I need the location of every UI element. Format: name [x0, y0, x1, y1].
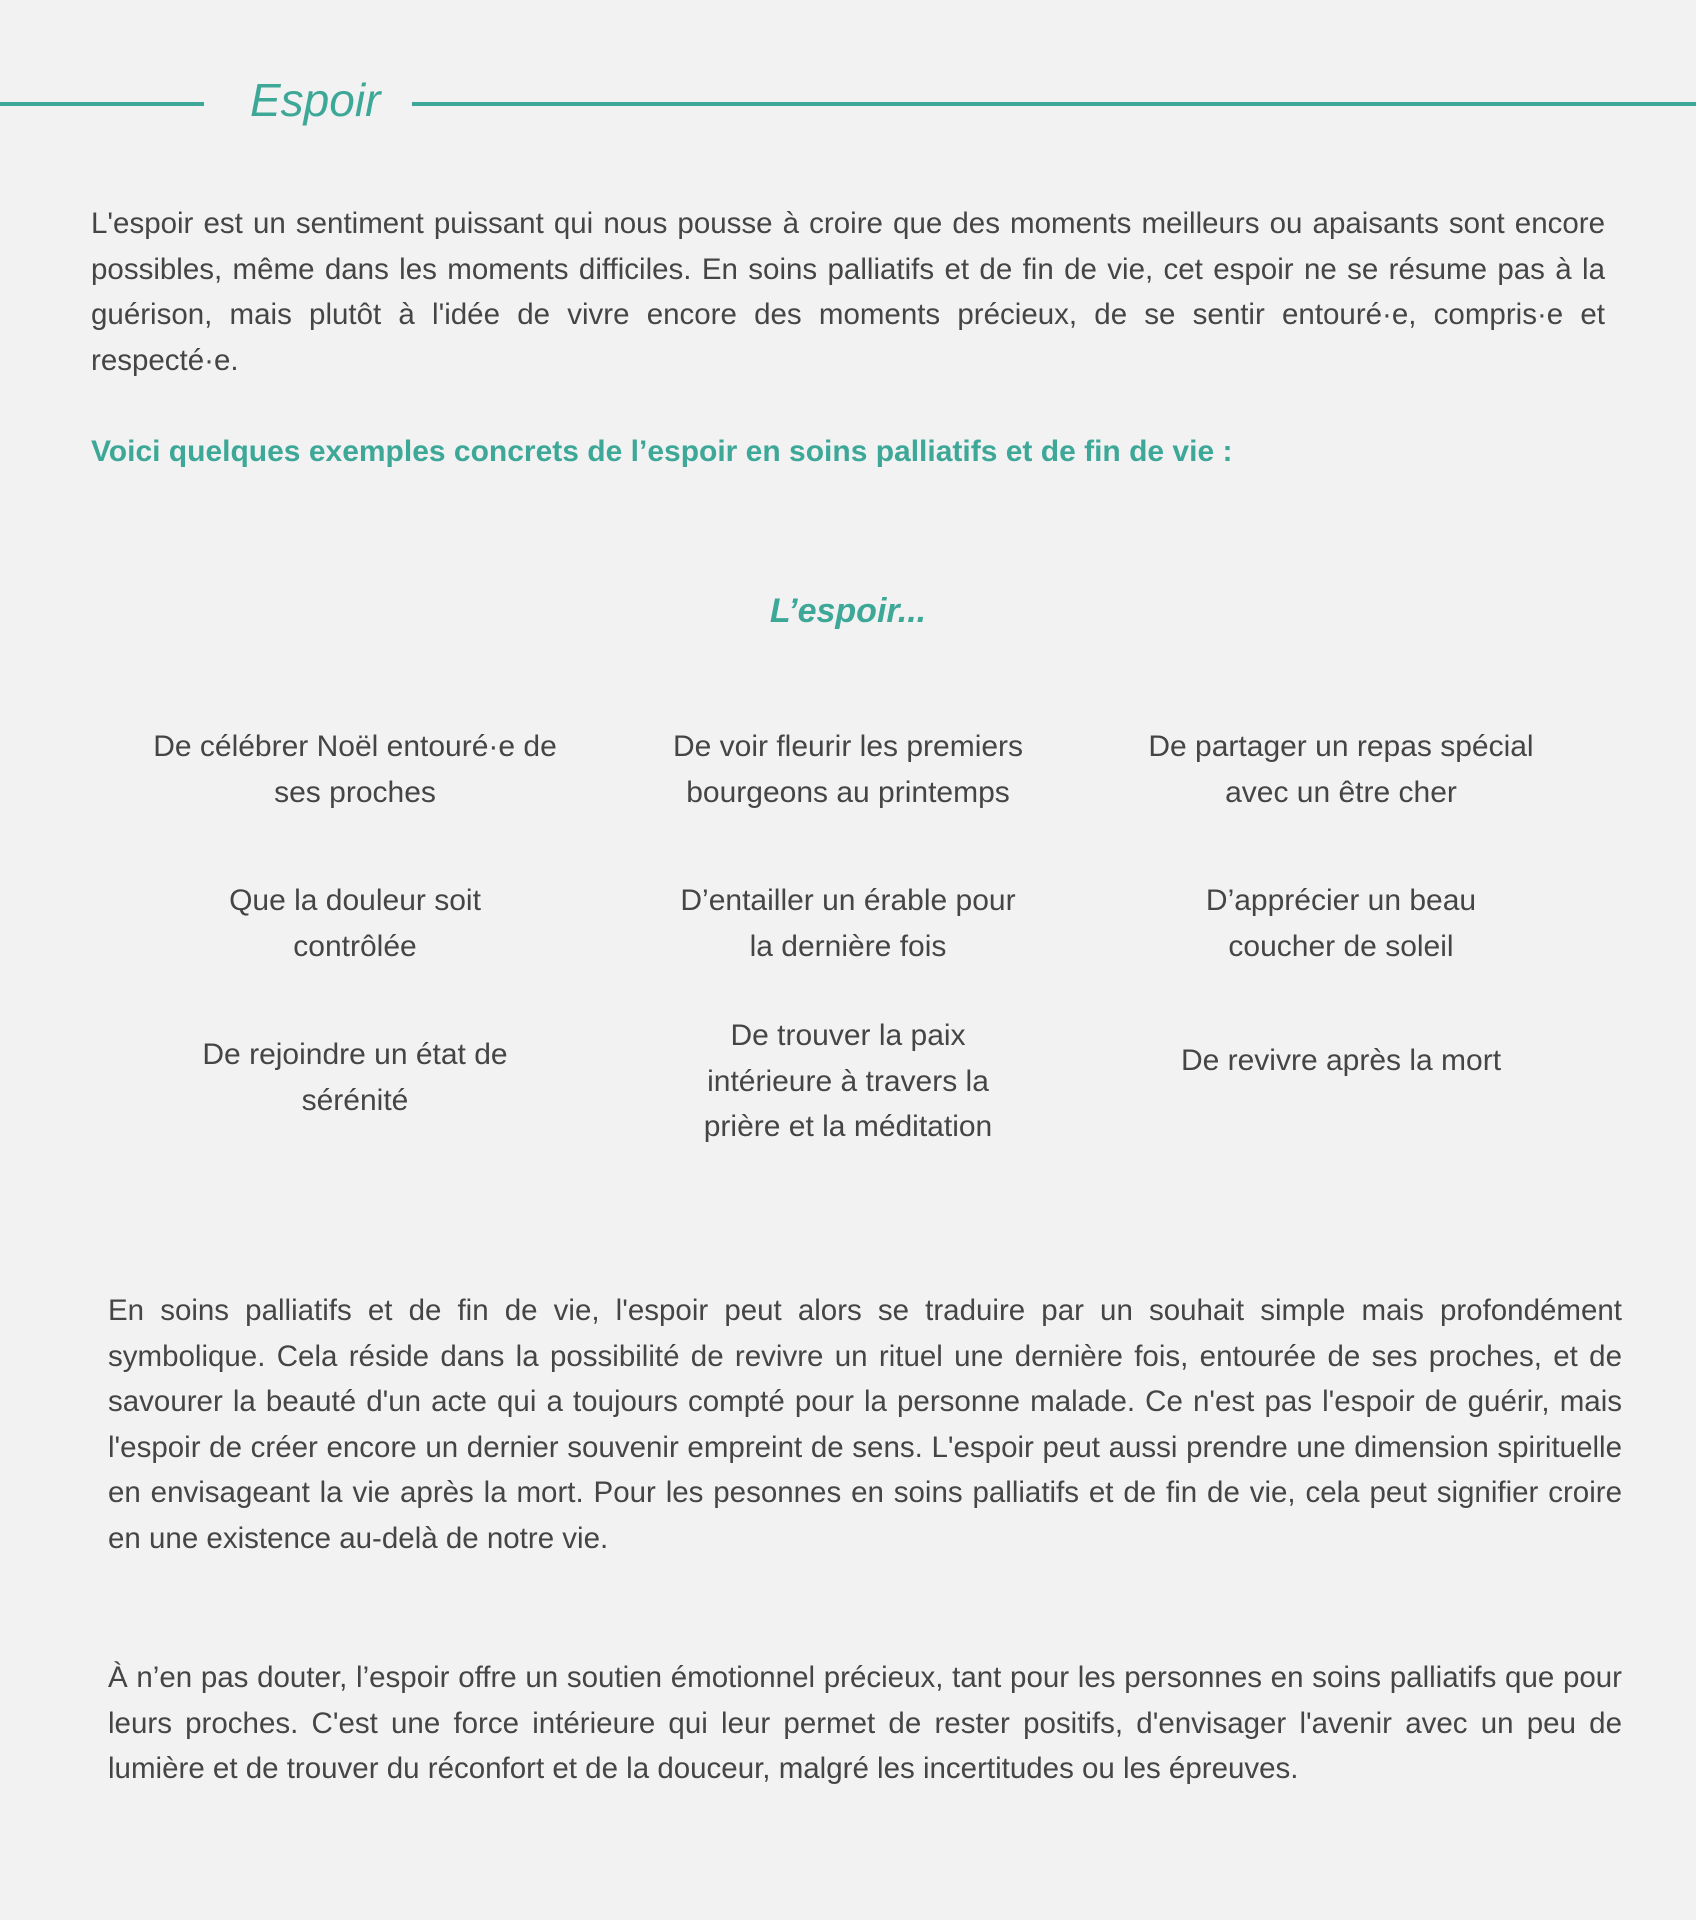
example-item: De voir fleurir les premiers bourgeons au printemps	[672, 730, 1024, 809]
example-item: De célébrer Noël entouré·e de ses proches	[153, 730, 557, 809]
example-item: De trouver la paix intérieure à travers la prière et la méditation	[703, 1019, 993, 1143]
example-item: De rejoindre un état de sérénité	[202, 1038, 508, 1117]
section-title: Espoir	[250, 74, 381, 126]
example-item: De partager un repas spécial avec un être cher	[1148, 730, 1534, 809]
example-item: D’apprécier un beau coucher de soleil	[1205, 884, 1477, 963]
example-item: D’entailler un érable pour la dernière fois	[680, 884, 1016, 963]
body-paragraph-2: À n’en pas douter, l’espoir offre un soutien émotionnel précieux, tant pour les personnes en soins palliatifs que pour leurs proches. C'est une force intérieure qui leur permet de rester positifs, d'envisager l'avenir avec un peu de lumière et de trouver du réconfort et de la douceur, malgré les incertitudes ou les épreuves.	[108, 1661, 1622, 1785]
examples-title: L’espoir...	[769, 592, 927, 630]
body-paragraph-1: En soins palliatifs et de fin de vie, l'espoir peut alors se traduire par un souhait simple mais profondément symbolique. Cela réside dans la possibilité de revivre un rituel une dernière fois, entourée de ses proches, et de savourer la beauté d'un acte qui a toujours compté pour la personne malade. Ce n'est pas l'espoir de guérir, mais l'espoir de créer encore un dernier souvenir empreint de sens. L'espoir peut aussi prendre une dimension spirituelle en envisageant la vie après la mort. Pour les pesonnes en soins palliatifs et de fin de vie, cela peut signifier croire en une existence au-delà de notre vie.	[108, 1294, 1622, 1555]
intro-paragraph: L'espoir est un sentiment puissant qui nous pousse à croire que des moments meilleurs ou apaisants sont encore possibles, même dans les moments difficiles. En soins palliatifs et de fin de vie, cet espoir ne se résume pas à la guérison, mais plutôt à l'idée de vivre encore des moments précieux, de se sentir entouré·e, compris·e et respecté·e.	[91, 207, 1605, 377]
example-item: Que la douleur soit contrôlée	[229, 884, 481, 963]
examples-heading: Voici quelques exemples concrets de l’espoir en soins palliatifs et de fin de vie :	[91, 435, 1233, 468]
example-item: De revivre après la mort	[1180, 1044, 1502, 1077]
